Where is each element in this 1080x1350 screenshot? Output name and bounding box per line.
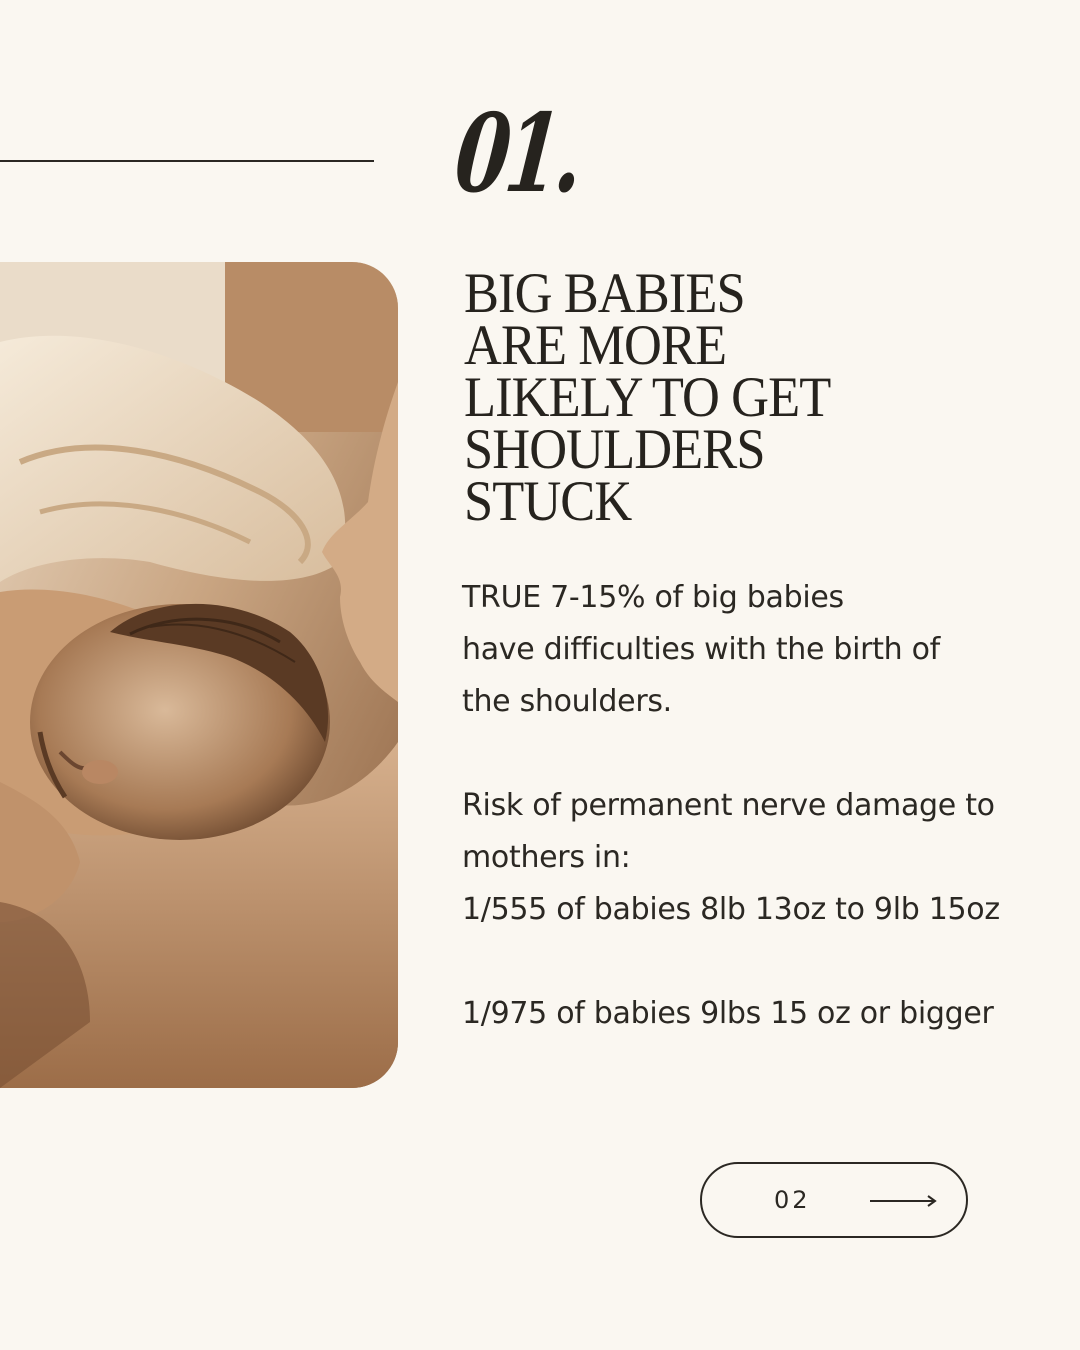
headline	[464, 262, 979, 533]
body-line: TRUE 7-15% of big babies	[462, 580, 844, 615]
body-line: the shoulders.	[462, 684, 672, 719]
headline-line: SHOULDERS	[464, 418, 765, 481]
headline-line: STUCK	[464, 470, 632, 533]
arrow-right-icon	[870, 1194, 938, 1213]
slide-number: 01.	[449, 91, 586, 217]
body-line: 1/555 of babies 8lb 13oz to 9lb 15oz	[462, 892, 1000, 927]
body-text	[462, 572, 1062, 1040]
body-line: have difficulties with the birth of	[462, 632, 940, 667]
body-line: mothers in:	[462, 840, 631, 875]
next-page-button[interactable]	[700, 1162, 968, 1238]
paragraph-gap	[462, 728, 1062, 780]
headline-line: LIKELY TO GET	[464, 366, 831, 429]
headline-line: ARE MORE	[464, 314, 727, 377]
page-number: 02	[774, 1186, 811, 1214]
body-line: Risk of permanent nerve damage to	[462, 788, 995, 823]
divider-line	[0, 160, 374, 162]
headline-line: BIG BABIES	[464, 262, 745, 325]
paragraph-gap	[462, 936, 1062, 988]
newborn-photo	[0, 262, 398, 1088]
body-line: 1/975 of babies 9lbs 15 oz or bigger	[462, 996, 994, 1031]
